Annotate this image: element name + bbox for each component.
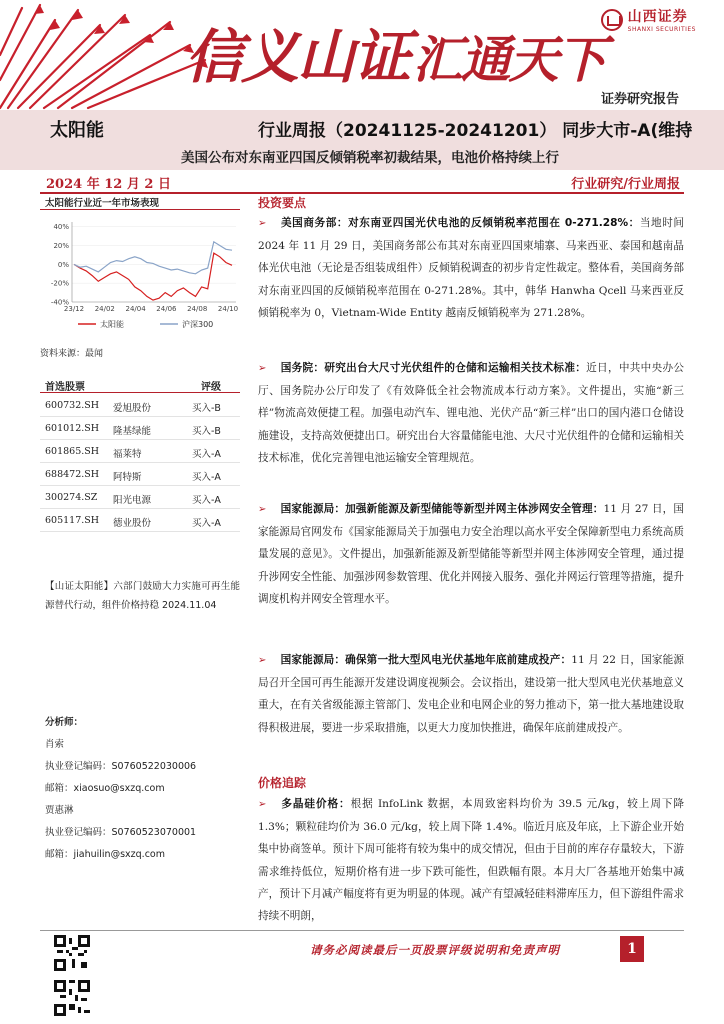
stock-code: 300274.SZ <box>45 492 98 503</box>
weekly-title: 行业周报（20241125-20241201） 同步大市-A(维持 <box>258 121 693 141</box>
stock-code: 601012.SH <box>45 423 100 434</box>
stock-code: 600732.SH <box>45 400 100 411</box>
section-title-price: 价格追踪 <box>258 776 307 790</box>
stock-name: 隆基绿能 <box>113 426 152 437</box>
report-type: 证券研究报告 <box>600 92 679 107</box>
table-row <box>40 463 240 486</box>
legend-label: 沪深300 <box>182 320 214 329</box>
bullet-arrow-icon: ➢ <box>258 504 267 515</box>
x-tick-label: 24/04 <box>125 305 146 313</box>
report-category: 行业研究/行业周报 <box>571 177 680 192</box>
x-tick-label: 24/02 <box>94 305 115 313</box>
stock-rating: 买入-A <box>192 449 221 460</box>
perf-title: 太阳能行业近一年市场表现 <box>45 198 160 209</box>
divider <box>40 192 684 194</box>
table-row <box>40 394 240 417</box>
analysts-label: 分析师： <box>45 717 84 728</box>
stock-rating: 买入-A <box>192 495 221 506</box>
report-date: 2024 年 12 月 2 日 <box>46 177 171 192</box>
stock-rating: 买入-A <box>192 518 221 529</box>
qr-code-icon <box>54 980 90 1016</box>
stocks-header-rating: 评级 <box>201 382 221 393</box>
y-tick-label: 20% <box>53 242 69 251</box>
point-lead: 美国商务部：对东南亚四国光伏电池的反倾销税率范围在 0-271.28%： <box>280 217 640 229</box>
point-body: 11 月 22 日，国家能源局召开全国可再生能源开发建设调度视频会。会议指出，建设第一批大型风电光伏基地意义重大，在有关省级能源主管部门、发电企业和电网企业的努力推动下，第一批大基地建设取得积极进展，要进一步采取措施，以更大力度加快推进，确保年底前建成投产。 <box>258 654 684 734</box>
stock-rating: 买入-A <box>192 472 221 483</box>
bullet-arrow-icon: ➢ <box>258 655 267 666</box>
bullet-arrow-icon: ➢ <box>258 799 267 810</box>
performance-chart <box>40 214 240 339</box>
y-tick-label: 0% <box>57 260 69 269</box>
title-band <box>0 110 724 170</box>
analyst-email: 邮箱：jiahuilin@sxzq.com <box>45 849 165 860</box>
chart-source: 资料来源：最闻 <box>40 349 104 359</box>
stocks-header <box>40 377 240 393</box>
table-row <box>40 509 240 532</box>
point-lead: 国家能源局：加强新能源及新型储能等新型并网主体涉网安全管理： <box>280 503 604 515</box>
stock-name: 德业股份 <box>113 518 152 529</box>
x-tick-label: 24/10 <box>217 305 239 313</box>
table-row <box>40 417 240 440</box>
stock-name: 阳光电源 <box>113 495 152 506</box>
section-title-investment: 投资要点 <box>258 196 307 210</box>
point-lead: 国务院：研究出台大尺寸光伏组件的仓储和运输相关技术标准： <box>280 362 587 374</box>
x-tick-label: 23/12 <box>63 305 85 313</box>
point-body: 11 月 27 日，国家能源局官网发布《国家能源局关于加强电力安全治理以高水平安全保障新型电力系统高质量发展的意见》。文件提出，加强新能源及新型储能等新型并网主体涉网安全管理，通过提升涉网安全性能、加强涉网参数管理、优化并网接入服务、强化并网运行管理等措施，提升调度机构并网安全管理水平。 <box>258 503 684 605</box>
bullet-arrow-icon: ➢ <box>258 363 267 374</box>
analyst-reg: 执业登记编码：S0760522030006 <box>45 761 197 772</box>
stock-code: 605117.SH <box>45 515 100 526</box>
slogan-part1: 信义山证 <box>185 23 410 91</box>
investment-point <box>258 498 684 610</box>
point-lead: 国家能源局：确保第一批大型风电光伏基地年底前建成投产： <box>280 654 572 666</box>
company-logo <box>601 6 696 33</box>
stock-code: 601865.SH <box>45 446 100 457</box>
investment-point <box>258 212 684 324</box>
slogan-part2: 汇通天下 <box>412 31 605 89</box>
analyst-name: 贾惠淋 <box>45 805 74 816</box>
price-point <box>258 793 684 927</box>
stock-code: 688472.SH <box>45 469 100 480</box>
page-number: 1 <box>620 936 644 962</box>
x-tick-label: 24/06 <box>156 305 177 313</box>
analyst-reg: 执业登记编码：S0760523070001 <box>45 827 197 838</box>
logo-icon <box>601 9 623 31</box>
logo-name: 山西证券 <box>627 9 688 25</box>
bullet-arrow-icon: ➢ <box>258 218 267 229</box>
stock-rating: 买入-B <box>192 426 221 437</box>
point-body: 近日，中共中央办公厅、国务院办公厅印发了《有效降低全社会物流成本行动方案》。文件提出，实施“新三样”物流高效便捷工程。加强电动汽车、锂电池、光伏产品“新三样”出口的国内港口仓储设施建设，支持高效便捷出口。研究出台大容量储能电池、大尺寸光伏组件的仓储和运输相关技术标准，优化完善锂电池运输安全管理规范。 <box>258 362 685 464</box>
logo-en: SHANXI SECURITIES <box>627 26 696 33</box>
headline: 美国公布对东南亚四国反倾销税率初裁结果，电池价格持续上行 <box>181 150 559 166</box>
related-report: 【山证太阳能】六部门鼓励大力实施可再生能源替代行动，组件价格持稳 2024.11.04 <box>45 581 240 611</box>
table-row <box>40 486 240 509</box>
date-row <box>40 172 684 192</box>
point-lead: 多晶硅价格： <box>280 798 351 810</box>
stock-name: 爱旭股份 <box>113 403 152 414</box>
point-body: 当地时间 2024 年 11 月 29 日，美国商务部公布其对东南亚四国柬埔寨、马来西亚、泰国和越南晶体光伏电池（无论是否组装成组件）反倾销税调查的初步肯定性裁定。整体看，美国商务部对东南亚四国的反倾销税率范围在 0-271.28%。其中，韩华 Hanwha Qcell 马来西亚反倾销税率为 0，Vietnam-Wide Entity 越南反倾销税率为 271.28%。 <box>258 217 685 319</box>
series-line <box>74 242 232 274</box>
y-tick-label: 40% <box>53 223 69 232</box>
investment-point <box>258 357 684 469</box>
qr-code-icon <box>54 935 90 971</box>
y-tick-label: -40% <box>50 298 69 307</box>
stock-name: 阿特斯 <box>113 472 142 483</box>
series-line <box>74 253 232 300</box>
footer-divider <box>40 930 684 931</box>
legend-label: 太阳能 <box>100 320 124 329</box>
sector-name: 太阳能 <box>50 120 104 141</box>
stocks-header-stock: 首选股票 <box>45 382 85 393</box>
analyst-name: 肖索 <box>45 739 65 750</box>
slogan <box>185 10 605 94</box>
footer-disclaimer: 请务必阅读最后一页股票评级说明和免责声明 <box>310 943 560 957</box>
y-tick-label: -20% <box>50 279 69 288</box>
divider <box>40 209 240 210</box>
stock-name: 福莱特 <box>113 449 142 460</box>
table-row <box>40 440 240 463</box>
header-banner <box>0 0 724 110</box>
x-tick-label: 24/08 <box>187 305 208 313</box>
stock-rating: 买入-B <box>192 403 221 414</box>
analyst-email: 邮箱：xiaosuo@sxzq.com <box>45 783 165 794</box>
point-body: 根据 InfoLink 数据，本周致密料均价为 39.5 元/kg，较上周下降 1.3%；颗粒硅均价为 36.0 元/kg，较上周下降 1.4%。临近月底及年底，上下游企业开始集中协商签单。预计下周可能将有较为集中的成交情况，但由于目前的库存存量较大，下游需求维持低位，短期价格有进一步下跌可能性，但跌幅有限。本月大厂各基地开始集中减产，预计下月减产幅度将有更为明显的体现。减产有望减轻硅料滞库压力，但下游组件需求持续不明朗， <box>258 798 684 923</box>
investment-point <box>258 649 684 739</box>
